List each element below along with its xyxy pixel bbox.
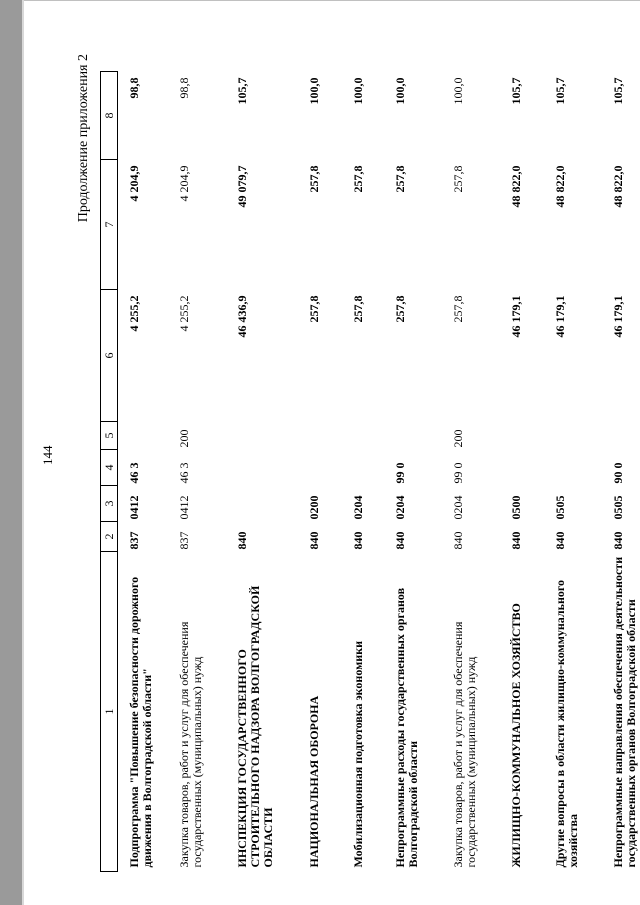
cell-c4: 90 0 [611,462,625,484]
cell-c4 [226,450,298,486]
page-number: 144 [40,445,55,465]
cell-c7: 48 822,0 [509,165,523,208]
cell-c6: 4 255,2 [177,295,191,332]
cell-c2: 840 [235,531,249,550]
column-header: 3 [101,486,118,522]
table-row [442,72,500,872]
column-header: 5 [101,422,118,450]
cell-c6: 257,8 [351,295,365,323]
cell-c2: 840 [351,531,365,550]
cell-c8: 100,0 [393,77,407,105]
cell-c3: 0200 [307,495,321,520]
cell-c7: 48 822,0 [553,165,567,208]
cell-c3: 0204 [351,495,365,520]
table-row [118,72,169,872]
cell-c6: 46 179,1 [553,295,567,338]
cell-c6: 257,8 [451,295,465,323]
cell-c6: 46 179,1 [611,295,625,338]
cell-c2: 840 [307,531,321,550]
column-header: 8 [101,72,118,160]
table-row [168,72,226,872]
cell-c4: 99 0 [393,462,407,484]
table-row [544,72,602,872]
cell-c5 [500,422,544,450]
scan-edge [0,0,22,905]
table-row [226,72,298,872]
cell-c7: 257,8 [451,165,465,193]
cell-c8: 105,7 [611,77,625,105]
cell-c2: 837 [127,531,141,550]
cell-c3: 0204 [393,495,407,520]
cell-c6: 4 255,2 [127,295,141,332]
cell-c7: 48 822,0 [611,165,625,208]
row-name: Закупка товаров, работ и услуг для обеспечения государственных (муниципальных) нужд [177,621,204,868]
cell-c8: 105,7 [235,77,249,105]
cell-c2: 840 [553,531,567,550]
scan-edge-highlight [22,0,24,905]
row-name: Мобилизационная подготовка экономики [351,640,365,868]
cell-c5 [118,422,169,450]
cell-c8: 98,8 [177,77,191,99]
column-header: 1 [101,552,118,872]
row-name: НАЦИОНАЛЬНАЯ ОБОРОНА [307,695,321,868]
cell-c3: 0505 [553,495,567,520]
cell-c5 [384,422,442,450]
cell-c8: 105,7 [553,77,567,105]
cell-c2: 840 [393,531,407,550]
cell-c2: 840 [509,531,523,550]
cell-c5 [342,422,384,450]
cell-c7: 4 204,9 [177,165,191,202]
cell-c2: 840 [611,531,625,550]
cell-c3: 0204 [451,495,465,520]
row-name: Непрограммные расходы государственных органов Волгоградской области [393,587,420,868]
cell-c8: 100,0 [351,77,365,105]
cell-c7: 257,8 [307,165,321,193]
cell-c6: 257,8 [307,295,321,323]
column-header: 6 [101,290,118,422]
table-row [384,72,442,872]
table-row [342,72,384,872]
cell-c4 [500,450,544,486]
cell-c6: 257,8 [393,295,407,323]
cell-c5: 200 [177,429,191,448]
cell-c7: 257,8 [351,165,365,193]
cell-c6: 46 436,9 [235,295,249,338]
cell-c3: 0500 [509,495,523,520]
cell-c8: 98,8 [127,77,141,99]
cell-c5 [298,422,342,450]
cell-c4: 46 3 [127,462,141,484]
cell-c2: 840 [451,531,465,550]
cell-c5 [226,422,298,450]
row-name: ИНСПЕКЦИЯ ГОСУДАРСТВЕННОГО СТРОИТЕЛЬНОГО НАДЗОРА ВОЛГОГРАДСКОЙ ОБЛАСТИ [235,585,275,868]
column-header: 2 [101,522,118,552]
appendix-continuation-label: Продолжение приложения 2 [76,54,91,223]
cell-c8: 105,7 [509,77,523,105]
cell-c7: 4 204,9 [127,165,141,202]
cell-c4 [298,450,342,486]
table-header-row [101,72,118,872]
cell-c3: 0505 [611,495,625,520]
cell-c5: 200 [451,429,465,448]
page-top-edge [24,0,640,1]
column-header: 4 [101,450,118,486]
column-header: 7 [101,160,118,290]
cell-c3: 0412 [177,495,191,520]
cell-c4: 46 3 [177,462,191,484]
table-row [500,72,544,872]
cell-c8: 100,0 [451,77,465,105]
table-row [298,72,342,872]
cell-c3 [226,486,298,522]
expenditure-table [100,71,640,872]
rotated-page [38,30,638,880]
row-name: ЖИЛИЩНО-КОММУНАЛЬНОЕ ХОЗЯЙСТВО [509,603,523,868]
cell-c5 [602,422,640,450]
row-name: Другие вопросы в области жилищно-коммунального хозяйства [553,579,580,868]
cell-c3: 0412 [127,495,141,520]
cell-c6: 46 179,1 [509,295,523,338]
cell-c4 [342,450,384,486]
cell-c7: 49 079,7 [235,165,249,208]
cell-c5 [544,422,602,450]
cell-c7: 257,8 [393,165,407,193]
cell-c8: 100,0 [307,77,321,105]
cell-c4 [544,450,602,486]
cell-c2: 837 [177,531,191,550]
table-row [602,72,640,872]
row-name: Закупка товаров, работ и услуг для обеспечения государственных (муниципальных) нужд [451,621,478,868]
row-name: Подпрограмма "Повышение безопасности дорожного движения в Волгоградской области" [127,576,154,868]
cell-c4: 99 0 [451,462,465,484]
row-name: Непрограммные направления обеспечения деятельности государственных органов Волгоградской области [611,556,638,868]
